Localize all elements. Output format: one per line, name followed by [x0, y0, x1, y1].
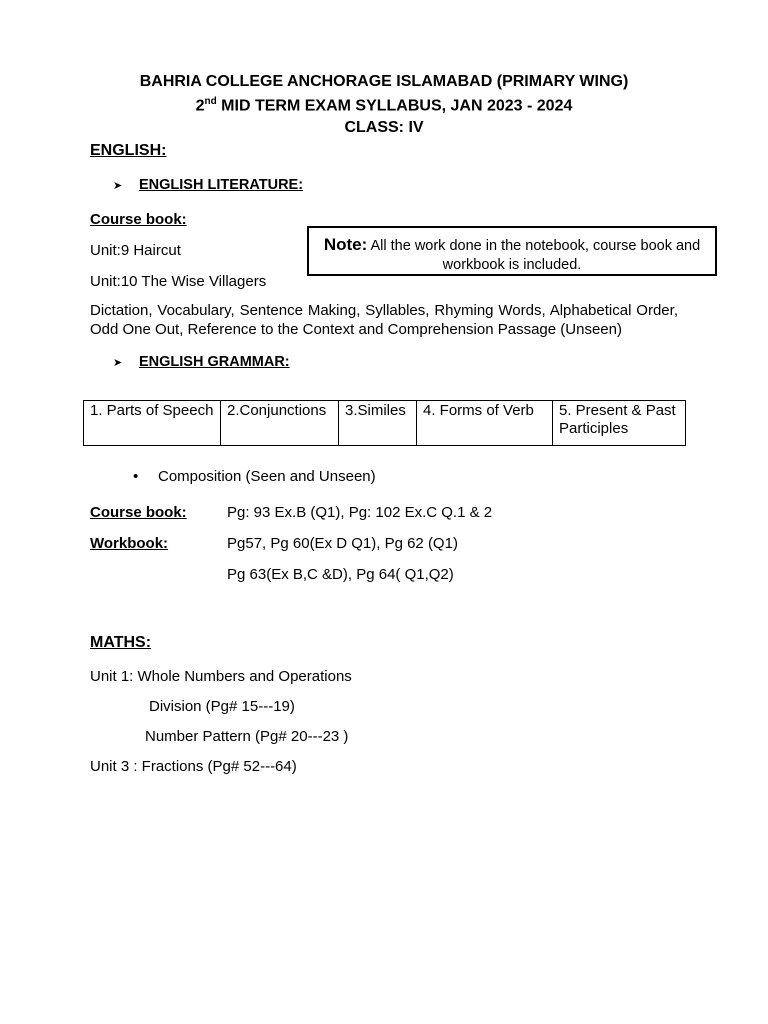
school-title: BAHRIA COLLEGE ANCHORAGE ISLAMABAD (PRIMARY WING) [139, 73, 629, 90]
maths-heading: MATHS: [90, 634, 152, 651]
exam-title-ordinal: nd [204, 96, 217, 107]
workbook-value-1: Pg57, Pg 60(Ex D Q1), Pg 62 (Q1) [227, 535, 458, 552]
exam-title-rest: MID TERM EXAM SYLLABUS, JAN 2023 - 2024 [216, 97, 573, 115]
workbook-value-2: Pg 63(Ex B,C &D), Pg 64( Q1,Q2) [227, 566, 454, 583]
note-text: All the work done in the notebook, course book and workbook is included. [367, 238, 701, 273]
english-literature-item [113, 176, 303, 193]
maths-unit-1: Unit 1: Whole Numbers and Operations [90, 668, 352, 685]
grammar-topic-cell: 2.Conjunctions [221, 401, 339, 446]
arrow-bullet-icon: ➤ [113, 180, 123, 192]
maths-unit-3: Unit 3 : Fractions (Pg# 52---64) [90, 758, 297, 775]
grammar-course-book-value: Pg: 93 Ex.B (Q1), Pg: 102 Ex.C Q.1 & 2 [227, 504, 493, 521]
unit-9: Unit:9 Haircut [90, 242, 181, 259]
workbook-label: Workbook: [90, 535, 169, 552]
exam-title-number: 2 [195, 97, 205, 115]
english-grammar-item [113, 353, 290, 370]
maths-unit-1-division: Division (Pg# 15---19) [149, 698, 295, 715]
grammar-topic-cell: 4. Forms of Verb [417, 401, 553, 446]
grammar-topics-table [83, 400, 686, 446]
class-title: CLASS: IV [344, 119, 424, 136]
grammar-topic-cell: 5. Present & Past Participles [553, 401, 686, 446]
english-grammar-heading: ENGLISH GRAMMAR: [139, 354, 290, 370]
course-book-label: Course book: [90, 211, 187, 228]
composition-text: Composition (Seen and Unseen) [158, 468, 376, 485]
arrow-bullet-icon: ➤ [113, 357, 123, 369]
literature-topics-paragraph: Dictation, Vocabulary, Sentence Making, Syllables, Rhyming Words, Alphabetical Order, Odd One Out, Reference to the Context and Comprehension Passage (Unseen) [90, 302, 678, 338]
composition-item [133, 468, 376, 485]
english-literature-heading: ENGLISH LITERATURE: [139, 177, 304, 193]
grammar-topic-cell: 1. Parts of Speech [84, 401, 221, 446]
dot-bullet-icon: • [133, 468, 139, 485]
grammar-topic-cell: 3.Similes [339, 401, 417, 446]
maths-unit-1-number-pattern: Number Pattern (Pg# 20---23 ) [145, 728, 349, 745]
note-box [307, 226, 717, 276]
unit-10: Unit:10 The Wise Villagers [90, 273, 267, 290]
exam-title [0, 96, 768, 115]
english-heading: ENGLISH: [90, 142, 167, 159]
table-row [84, 401, 686, 446]
note-label: Note: [323, 235, 368, 254]
grammar-course-book-label: Course book: [90, 504, 187, 521]
